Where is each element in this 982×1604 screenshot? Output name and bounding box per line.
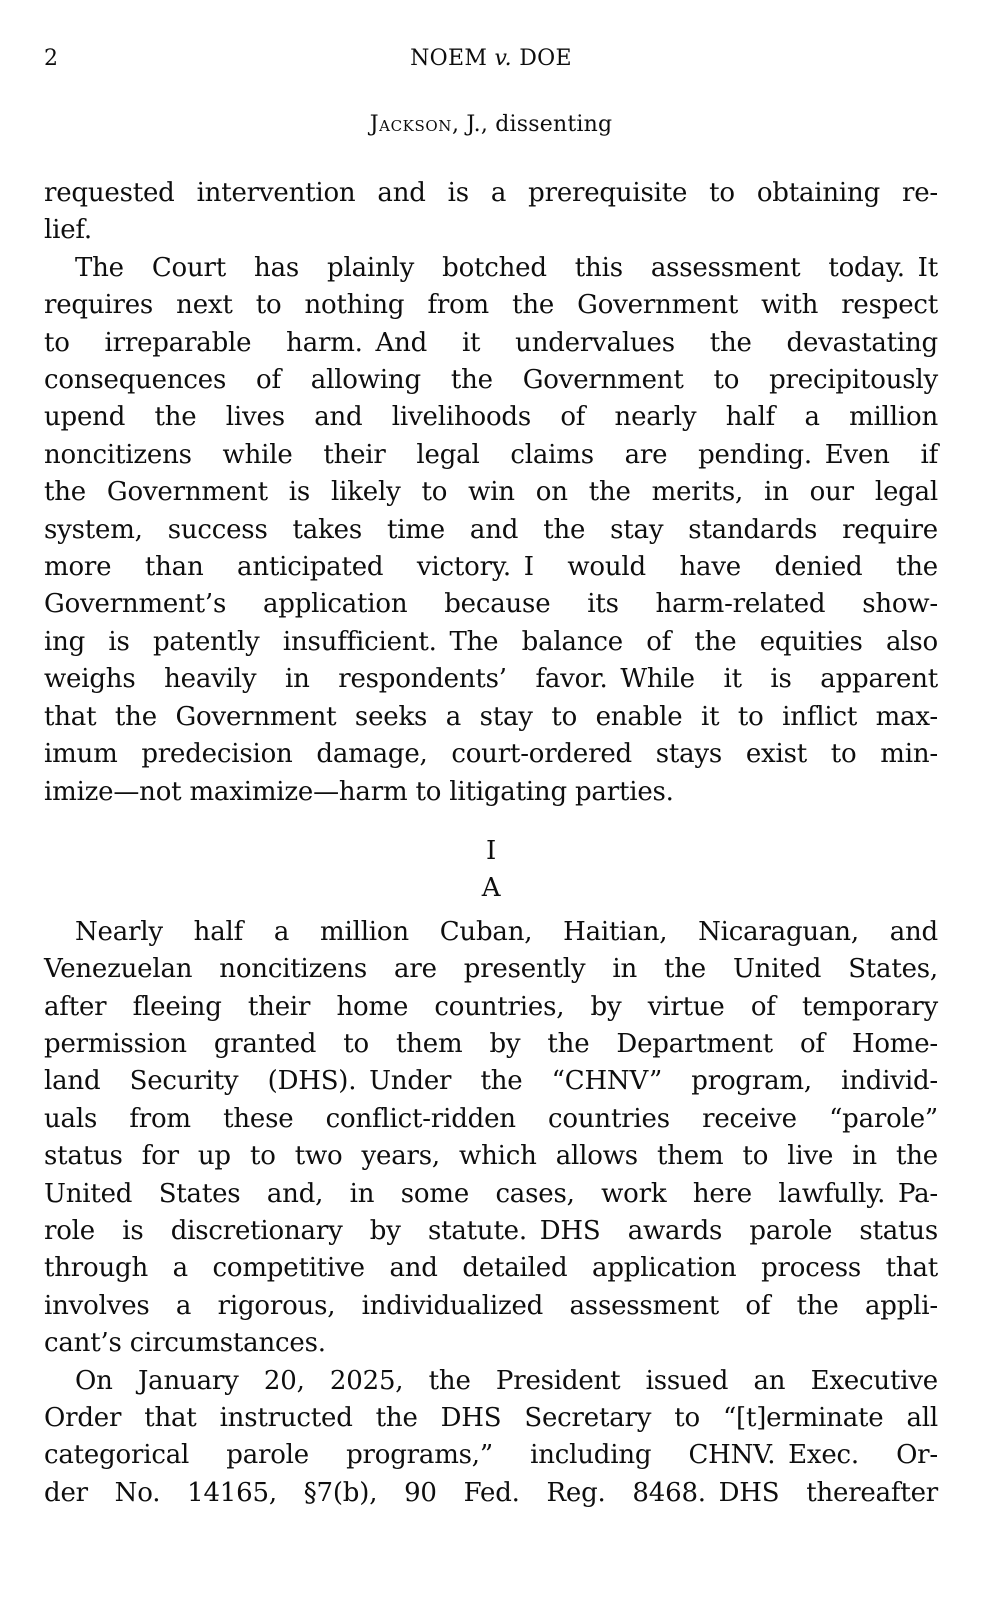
text-line: lief. bbox=[44, 215, 92, 246]
text-line: United States and, in some cases, work here lawfully. Pa- bbox=[44, 1178, 938, 1209]
opinion-attribution bbox=[44, 112, 938, 138]
case-title bbox=[410, 46, 572, 71]
paragraph bbox=[44, 914, 938, 1363]
paragraph bbox=[44, 175, 938, 250]
section-heading: I bbox=[485, 835, 497, 866]
text-line: noncitizens while their legal claims are pending. Even if bbox=[44, 439, 938, 470]
case-name-left: NOEM bbox=[410, 46, 488, 71]
opinion-body bbox=[44, 175, 938, 1512]
case-versus: v. bbox=[494, 46, 512, 71]
text-line: land Security (DHS). Under the “CHNV” program, individ- bbox=[44, 1066, 938, 1097]
text-line: involves a rigorous, individualized assessment of the appli- bbox=[44, 1290, 938, 1321]
text-line: to irreparable harm. And it undervalues the devastating bbox=[44, 327, 938, 358]
text-line: ing is patently insufficient. The balance of the equities also bbox=[44, 626, 938, 657]
text-line: uals from these conflict-ridden countries receive “parole” bbox=[44, 1103, 938, 1134]
text-line: after fleeing their home countries, by virtue of temporary bbox=[44, 991, 938, 1022]
section-heading: A bbox=[481, 873, 501, 904]
text-line: status for up to two years, which allows them to live in the bbox=[44, 1141, 938, 1172]
text-line: through a competitive and detailed application process that bbox=[44, 1253, 938, 1284]
text-line: permission granted to them by the Department of Home- bbox=[44, 1028, 938, 1059]
text-line: requested intervention and is a prerequisite to obtaining re- bbox=[44, 178, 938, 208]
text-line: the Government is likely to win on the merits, in our legal bbox=[44, 477, 938, 508]
text-line: consequences of allowing the Government to precipitously bbox=[44, 365, 938, 396]
text-line: On January 20, 2025, the President issued an Executive bbox=[75, 1365, 938, 1396]
text-line: The Court has plainly botched this assessment today. It bbox=[75, 252, 938, 283]
text-line: categorical parole programs,” including CHNV. Exec. Or- bbox=[44, 1440, 938, 1471]
text-line: imize—not maximize—harm to litigating parties. bbox=[44, 776, 674, 807]
text-line: Venezuelan noncitizens are presently in the United States, bbox=[44, 954, 938, 985]
opinion-suffix: , J., dissenting bbox=[451, 112, 613, 137]
text-line: requires next to nothing from the Government with respect bbox=[44, 290, 938, 321]
page-number: 2 bbox=[44, 46, 59, 71]
opinion-author: Jackson bbox=[369, 112, 452, 137]
text-line: upend the lives and livelihoods of nearly half a million bbox=[44, 402, 938, 433]
paragraph bbox=[44, 250, 938, 811]
text-line: Government’s application because its harm-related show- bbox=[44, 589, 938, 620]
text-line: Order that instructed the DHS Secretary to “[t]erminate all bbox=[44, 1403, 938, 1433]
page-header bbox=[44, 46, 938, 72]
text-line: Nearly half a million Cuban, Haitian, Nicaraguan, and bbox=[75, 916, 938, 947]
case-name-right: DOE bbox=[519, 46, 572, 71]
text-line: imum predecision damage, court-ordered stays exist to min- bbox=[44, 739, 938, 770]
text-line: role is discretionary by statute. DHS awards parole status bbox=[44, 1215, 938, 1246]
text-line: weighs heavily in respondents’ favor. While it is apparent bbox=[44, 664, 938, 695]
paragraph bbox=[44, 1363, 938, 1513]
text-line: cant’s circumstances. bbox=[44, 1328, 326, 1359]
text-line: system, success takes time and the stay standards require bbox=[44, 514, 938, 545]
text-line: that the Government seeks a stay to enable it to inflict max- bbox=[44, 701, 938, 732]
text-line: der No. 14165, §7(b), 90 Fed. Reg. 8468. DHS thereafter bbox=[44, 1477, 938, 1508]
text-line: more than anticipated victory. I would have denied the bbox=[44, 552, 938, 583]
